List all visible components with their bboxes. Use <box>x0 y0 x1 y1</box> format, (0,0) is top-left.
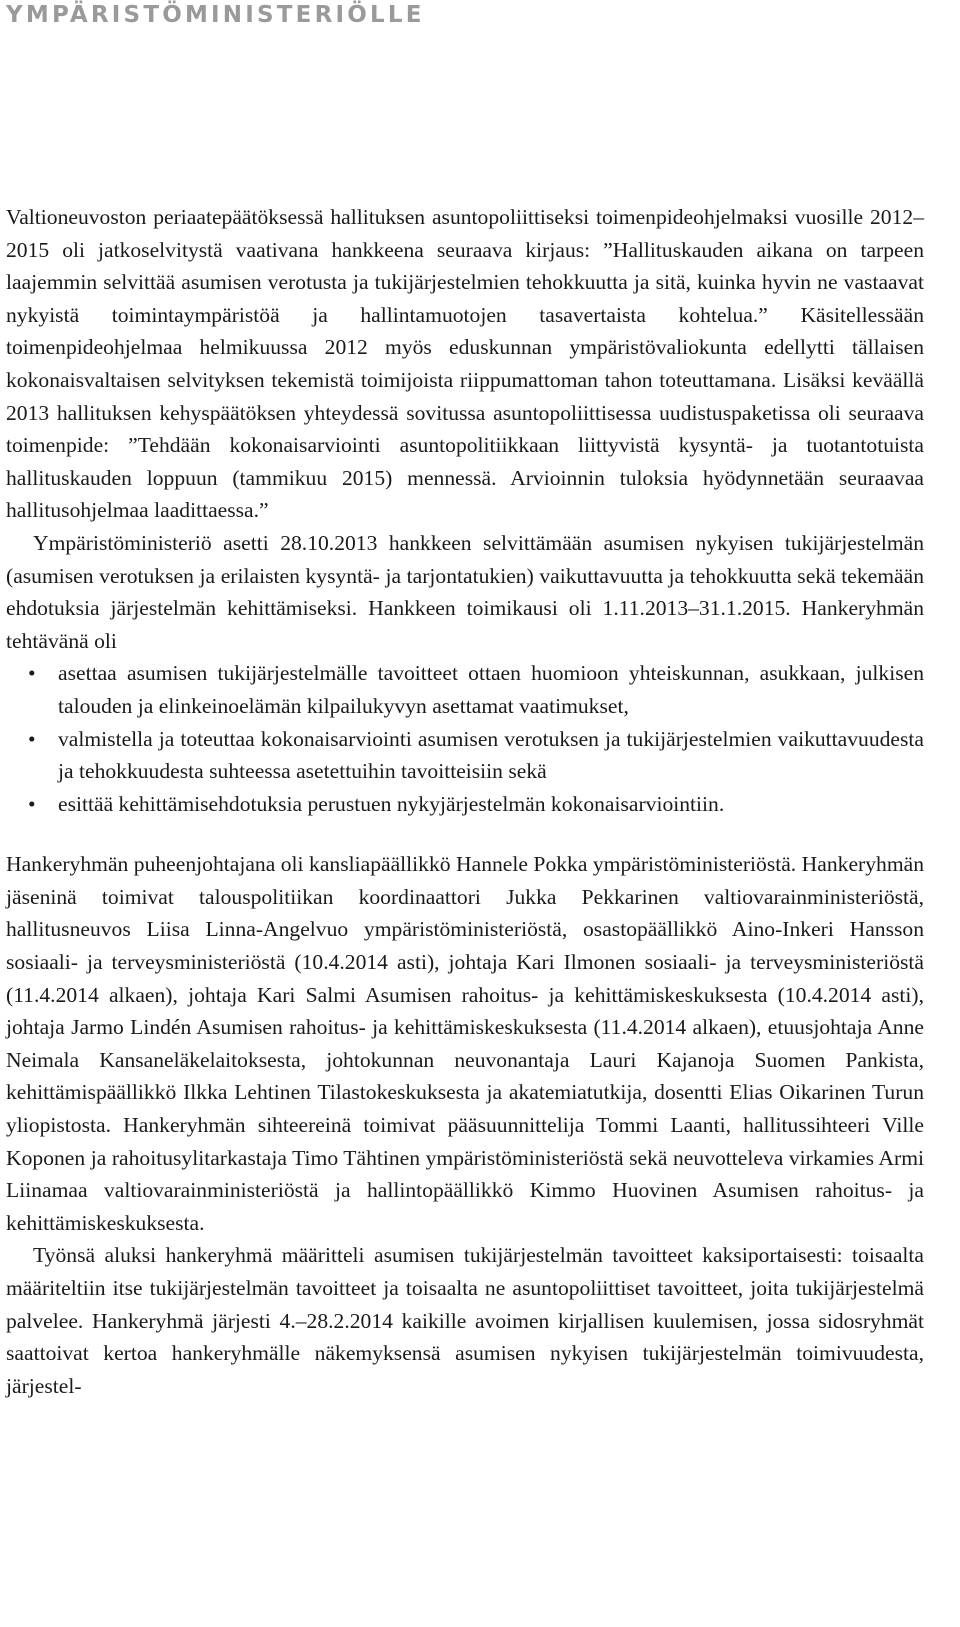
paragraph-members: Hankeryhmän puheenjohtajana oli kansliapäällikkö Hannele Pokka ympäristöministeriöstä. Hankeryhmän jäseninä toimivat talouspolitiikan koordinaattori Jukka Pekkarinen valtiovarainministeriöstä, hallitusneuvos Liisa Linna-Angelvuo ympäristöministeriöstä, osastopäällikkö Aino-Inkeri Hansson sosiaali- ja terveysministeriöstä (10.4.2014 asti), johtaja Kari Ilmonen sosiaali- ja terveysministeriöstä (11.4.2014 alkaen), johtaja Kari Salmi Asumisen rahoitus- ja kehittämiskeskuksesta (10.4.2014 asti), johtaja Jarmo Lindén Asumisen rahoitus- ja kehittämiskeskuksesta (11.4.2014 alkaen), etuusjohtaja Anne Neimala Kansaneläkelaitoksesta, johtokunnan neuvonantaja Lauri Kajanoja Suomen Pankista, kehittämispäällikkö Ilkka Lehtinen Tilastokeskuksesta ja akatemiatutkija, dosentti Elias Oikarinen Turun yliopistosta. Hankeryhmän sihteereinä toimivat pääsuunnittelija Tommi Laanti, hallitussihteeri Ville Koponen ja rahoitusylitarkastaja Timo Tähtinen ympäristöministeriöstä sekä neuvotteleva virkamies Armi Liinamaa valtiovarainministeriöstä ja hallintopäällikkö Kimmo Huovinen Asumisen rahoitus- ja kehittämiskeskuksesta. <box>6 852 924 1235</box>
list-item-text: esittää kehittämisehdotuksia perustuen nykyjärjestelmän kokonaisarviointiin. <box>58 791 725 816</box>
list-item <box>6 657 924 722</box>
paragraph-mandate: Valtioneuvoston periaatepäätöksessä hallituksen asuntopoliittiseksi toimenpideohjelmaksi vuosille 2012–2015 oli jatkoselvitystä vaativana hankkeena seuraava kirjaus: ”Hallituskauden aikana on tarpeen laajemmin selvittää asumisen verotusta ja tukijärjestelmien tehokkuutta ja sitä, kuinka hyvin ne vastaavat nykyistä toimintaympäristöä ja hallintamuotojen tasavertaista kohtelua.” Käsitellessään toimenpideohjelmaa helmikuussa 2012 myös eduskunnan ympäristövaliokunta edellytti tällaisen kokonaisvaltaisen selvityksen tekemistä toimijoista riippumattoman tahon toteuttamana. Lisäksi keväällä 2013 hallituksen kehyspäätöksen yhteydessä sovitussa asuntopoliittisessa uudistuspaketissa oli seuraava toimenpide: ”Tehdään kokonaisarviointi asuntopolitiikkaan liittyvistä kysyntä- ja tuotantotuista hallituskauden loppuun (tammikuu 2015) mennessä. Arvioinnin tuloksia hyödynnetään seuraavaa hallitusohjelmaa laadittaessa.” <box>6 205 924 523</box>
list-item-text: asettaa asumisen tukijärjestelmälle tavoitteet ottaen huomioon yhteiskunnan, asukkaan, julkisen talouden ja elinkeinoelämän kilpailukyvyn asettamat vaatimukset, <box>58 661 924 718</box>
bullet-icon: • <box>28 726 36 751</box>
paragraph-work: Työnsä aluksi hankeryhmä määritteli asumisen tukijärjestelmän tavoitteet kaksiportaisesti: toisaalta määriteltiin itse tukijärjestelmän tavoitteet ja toisaalta ne asuntopoliittiset tavoitteet, joita tukijärjestelmä palvelee. Hankeryhmä järjesti 4.–28.2.2014 kaikille avoimen kirjallisen kuulemisen, jossa sidosryhmät saattoivat kertoa hankeryhmälle näkemyksensä asumisen nykyisen tukijärjestelmän toimivuudesta, järjestel- <box>6 1243 924 1398</box>
list-item <box>6 788 924 821</box>
bullet-icon: • <box>28 661 36 686</box>
paragraph-project-setup: Ympäristöministeriö asetti 28.10.2013 hankkeen selvittämään asumisen nykyisen tukijärjestelmän (asumisen verotuksen ja erilaisten kysyntä- ja tarjontatukien) vaikuttavuutta ja tehokkuutta sekä tekemään ehdotuksia järjestelmän kehittämiseksi. Hankkeen toimikausi oli 1.11.2013–31.1.2015. Hankeryhmän tehtävänä oli <box>6 530 924 653</box>
list-item <box>6 723 924 788</box>
section-spacer <box>6 820 924 848</box>
running-header: YMPÄRISTÖMINISTERIÖLLE <box>6 2 425 28</box>
body-text <box>6 201 924 1402</box>
task-list <box>6 657 924 820</box>
bullet-icon: • <box>28 791 36 816</box>
list-item-text: valmistella ja toteuttaa kokonaisarviointi asumisen verotuksen ja tukijärjestelmien vaikuttavuudesta ja tehokkuudesta suhteessa asetettuihin tavoitteisiin sekä <box>58 726 924 784</box>
